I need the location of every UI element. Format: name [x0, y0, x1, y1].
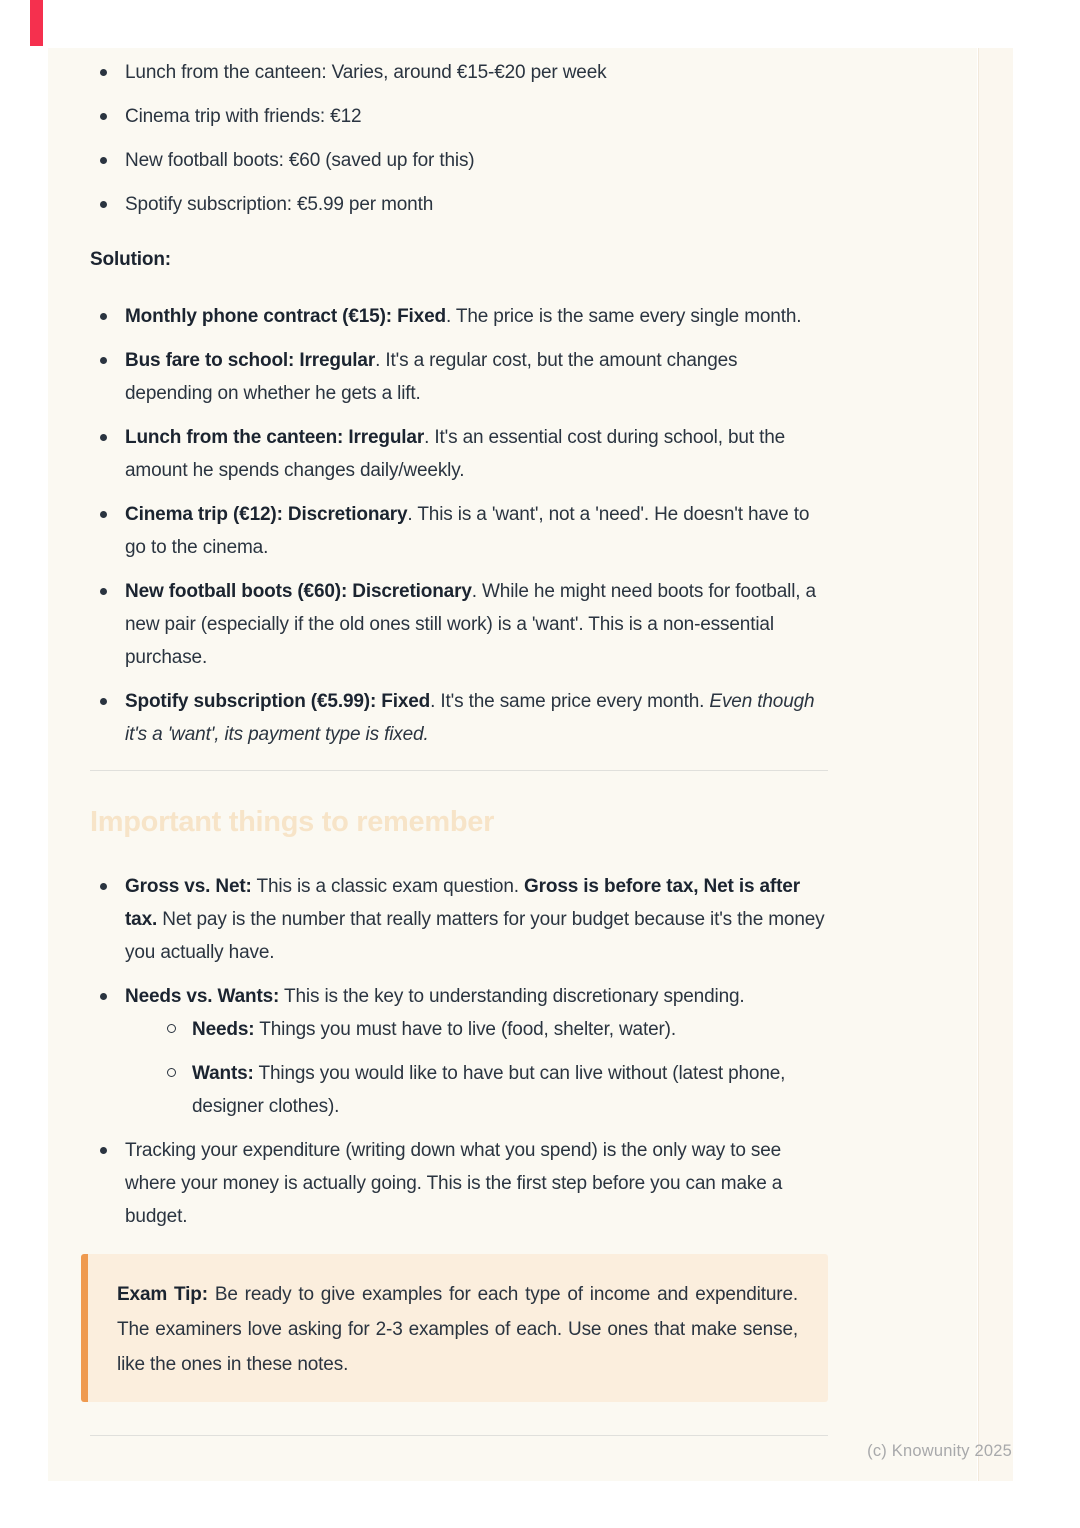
bold-run: New football boots (€60): Discretionary	[125, 581, 472, 602]
list-item-text	[192, 1019, 676, 1040]
bold-run: Spotify subscription (€5.99): Fixed	[125, 691, 431, 712]
exam-tip-callout	[81, 1254, 828, 1402]
text-run: Net pay is the number that really matters for your budget because it's the money you actually have.	[125, 909, 825, 963]
list-item-text	[192, 1063, 785, 1117]
bullet-circle-icon	[167, 1024, 176, 1033]
bold-run: Needs:	[192, 1019, 255, 1040]
bullet-dot-icon	[100, 993, 107, 1000]
text-run: . This is a 'want', not a 'need'. He doesn't have to go to the cinema.	[125, 504, 810, 558]
list-item	[157, 1057, 828, 1123]
bullet-dot-icon	[100, 511, 107, 518]
list-item	[90, 344, 828, 410]
bullet-dot-icon	[100, 588, 107, 595]
list-item	[157, 1013, 828, 1046]
bullet-dot-icon	[100, 201, 107, 208]
bullet-dot-icon	[100, 313, 107, 320]
list-item	[90, 685, 828, 751]
list-item-text	[125, 986, 745, 1007]
list-item	[90, 1134, 828, 1233]
list-item-text	[125, 62, 606, 83]
page-content	[90, 48, 828, 1436]
solution-list	[90, 300, 828, 751]
bold-run: Bus fare to school: Irregular	[125, 350, 376, 371]
list-item	[90, 56, 828, 89]
text-run: Lunch from the canteen: Varies, around €15-€20 per week	[125, 62, 607, 83]
text-run: Tracking your expenditure (writing down what you spend) is the only way to see where your money is actually going. This is the first step before you can make a budget.	[125, 1140, 783, 1227]
italic-run: Even though it's a 'want', its payment type is fixed.	[125, 691, 815, 745]
list-item-text	[125, 1140, 782, 1227]
sub-list	[125, 1013, 828, 1123]
text-run: . It's a regular cost, but the amount changes depending on whether he gets a lift.	[125, 350, 738, 404]
red-scroll-indicator	[30, 0, 43, 46]
bullet-dot-icon	[100, 434, 107, 441]
section-heading: Important things to remember	[90, 806, 495, 838]
bullet-dot-icon	[100, 1147, 107, 1154]
list-item	[90, 870, 828, 969]
text-run: This is the key to understanding discretionary spending.	[279, 986, 745, 1007]
text-run: Spotify subscription: €5.99 per month	[125, 194, 434, 215]
list-item	[90, 300, 828, 333]
expense-examples-list	[90, 56, 828, 221]
text-run: . It's an essential cost during school, but the amount he spends changes daily/weekly.	[125, 427, 786, 481]
text-run: This is a classic exam question.	[251, 876, 525, 897]
list-item-text	[125, 691, 814, 745]
text-run: . It's the same price every month.	[430, 691, 710, 712]
list-item-text	[125, 504, 809, 558]
list-item	[90, 188, 828, 221]
text-run: Things you must have to live (food, shelter, water).	[254, 1019, 676, 1040]
list-item-text	[125, 876, 825, 963]
bullet-dot-icon	[100, 698, 107, 705]
exam-tip-text: Exam Tip: Be ready to give examples for each type of income and expenditure. The examiners love asking for 2-3 examples of each. Use ones that make sense, like the ones in these notes.	[117, 1284, 799, 1375]
list-item	[90, 421, 828, 487]
remember-list	[90, 870, 828, 1233]
list-item-text	[125, 427, 785, 481]
list-item-text	[125, 194, 433, 215]
page-bottom-divider	[90, 1435, 828, 1436]
solution-heading: Solution:	[90, 249, 171, 270]
bullet-dot-icon	[100, 883, 107, 890]
bold-run: Gross vs. Net:	[125, 876, 252, 897]
text-run: Things you would like to have but can live without (latest phone, designer clothes).	[192, 1063, 786, 1117]
bold-run: Gross is before tax, Net is after tax.	[125, 876, 800, 930]
bold-run: Cinema trip (€12): Discretionary	[125, 504, 408, 525]
list-item-text	[125, 106, 361, 127]
bullet-dot-icon	[100, 357, 107, 364]
list-item	[90, 980, 828, 1123]
bullet-dot-icon	[100, 69, 107, 76]
list-item-text	[125, 581, 816, 668]
bullet-dot-icon	[100, 157, 107, 164]
list-item	[90, 100, 828, 133]
exam-tip-label: Exam Tip:	[117, 1284, 208, 1305]
list-item	[90, 498, 828, 564]
list-item-text	[125, 306, 801, 327]
copyright-note: (c) Knowunity 2025	[867, 1442, 1012, 1460]
text-run: New football boots: €60 (saved up for this)	[125, 150, 475, 171]
list-item	[90, 575, 828, 674]
bullet-dot-icon	[100, 113, 107, 120]
bold-run: Needs vs. Wants:	[125, 986, 280, 1007]
text-run: Cinema trip with friends: €12	[125, 106, 362, 127]
text-run: . While he might need boots for football, a new pair (especially if the old ones still work) is a 'want'. This is a non-essential purchase.	[125, 581, 816, 668]
list-item-text	[125, 350, 737, 404]
section-divider	[90, 770, 828, 771]
list-item	[90, 144, 828, 177]
bullet-circle-icon	[167, 1068, 176, 1077]
bold-run: Monthly phone contract (€15): Fixed	[125, 306, 446, 327]
bold-run: Wants:	[192, 1063, 254, 1084]
text-run: . The price is the same every single month.	[445, 306, 802, 327]
bold-run: Lunch from the canteen: Irregular	[125, 427, 425, 448]
adjacent-page-edge	[978, 48, 1013, 1481]
list-item-text	[125, 150, 474, 171]
